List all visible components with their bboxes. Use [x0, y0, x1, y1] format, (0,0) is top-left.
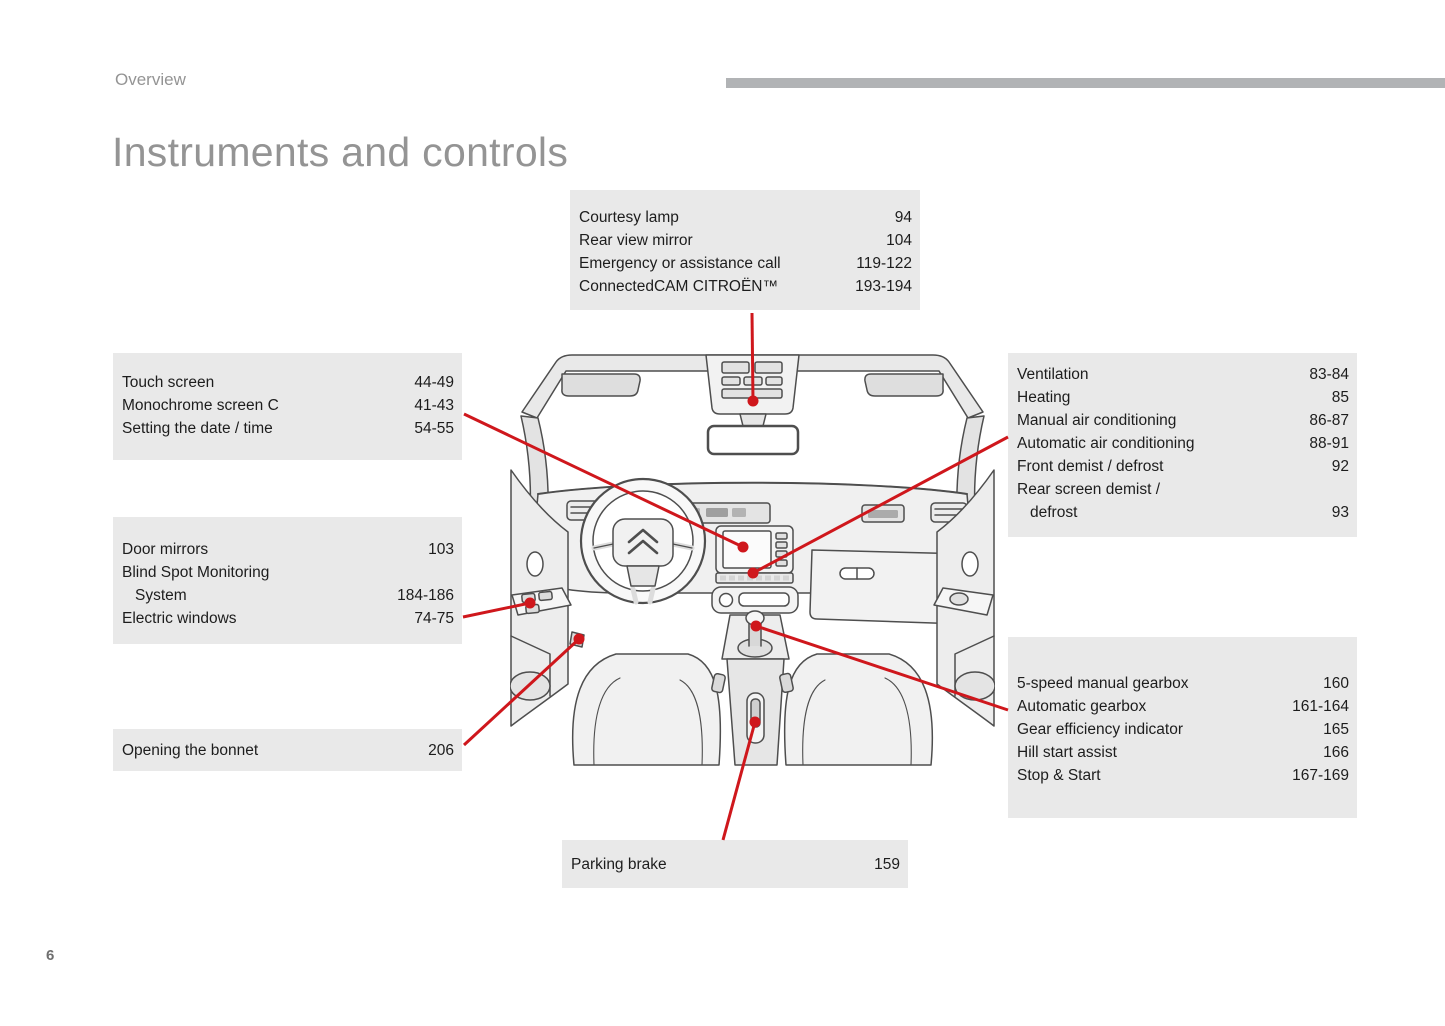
callout-label: Monochrome screen C [122, 397, 279, 414]
callout-rows [122, 739, 454, 762]
dashboard-illustration [510, 352, 995, 767]
callout-pages: 206 [428, 742, 454, 759]
callout-row [1017, 672, 1349, 695]
callout-pages: 104 [886, 232, 912, 249]
callout-label: Courtesy lamp [579, 209, 679, 226]
callout-pages: 93 [1331, 504, 1349, 521]
callout-label: Manual air conditioning [1017, 412, 1177, 429]
callout-rows [571, 853, 900, 876]
callout-row [122, 371, 454, 394]
callout-row [579, 275, 912, 298]
callout-pages: 85 [1331, 389, 1349, 406]
overhead-console [706, 355, 799, 426]
page-title: Instruments and controls [112, 129, 569, 175]
callout-row [1017, 386, 1349, 409]
callout-pages: 193-194 [855, 278, 912, 295]
callout-label: 5-speed manual gearbox [1017, 675, 1189, 692]
callout-pages: 184-186 [397, 587, 454, 604]
callout-row [1017, 695, 1349, 718]
callout-row [1017, 363, 1349, 386]
callout-pages: 74-75 [414, 610, 454, 627]
sun-visor-right [865, 374, 943, 396]
callout-gearbox [1008, 637, 1357, 818]
callout-overhead-console [570, 190, 920, 310]
callout-row [122, 417, 454, 440]
header-bar [726, 78, 1445, 88]
gear-lever [722, 611, 789, 659]
callout-row [1017, 741, 1349, 764]
callout-row [1017, 432, 1349, 455]
callout-rows [1017, 363, 1349, 524]
callout-label: ConnectedCAM CITROËN™ [579, 278, 778, 295]
callout-label: Ventilation [1017, 366, 1089, 383]
callout-label: Touch screen [122, 374, 215, 391]
callout-pages: 160 [1323, 675, 1349, 692]
callout-pages: 88-91 [1309, 435, 1349, 452]
section-eyebrow: Overview [115, 70, 186, 89]
callout-row [579, 229, 912, 252]
callout-row [122, 538, 454, 561]
callout-label: Rear view mirror [579, 232, 693, 249]
callout-label: Stop & Start [1017, 767, 1101, 784]
parking-brake [727, 659, 784, 765]
callout-label: Automatic air conditioning [1017, 435, 1195, 452]
callout-row [122, 584, 454, 607]
callout-pages: 159 [874, 856, 900, 873]
callout-label: Rear screen demist / [1017, 481, 1160, 498]
callout-label: System [135, 587, 187, 604]
callout-label: Door mirrors [122, 541, 209, 558]
callout-pages: 166 [1323, 744, 1349, 761]
callout-label: Front demist / defrost [1017, 458, 1164, 475]
steering-wheel [581, 479, 705, 603]
callout-pages: 86-87 [1309, 412, 1349, 429]
climate-controls [712, 587, 798, 613]
callout-row [122, 561, 454, 584]
callout-pages: 165 [1323, 721, 1349, 738]
callout-label: Setting the date / time [122, 420, 273, 437]
callout-row [579, 206, 912, 229]
callout-rows [122, 538, 454, 630]
callout-pages: 119-122 [856, 255, 912, 272]
callout-row [1017, 501, 1349, 524]
callout-pages: 41-43 [414, 397, 454, 414]
callout-label: Heating [1017, 389, 1071, 406]
callout-pages: 103 [428, 541, 454, 558]
callout-parking-brake [562, 840, 908, 888]
callout-label: Parking brake [571, 856, 667, 873]
touch-screen [716, 526, 793, 573]
callout-row [571, 853, 900, 876]
callout-label: defrost [1030, 504, 1078, 521]
callout-label: Hill start assist [1017, 744, 1117, 761]
callout-row [122, 607, 454, 630]
centre-vent-strip [716, 573, 793, 583]
callout-row [1017, 764, 1349, 787]
sun-visor-left [562, 374, 640, 396]
callout-climate [1008, 353, 1357, 537]
callout-label: Automatic gearbox [1017, 698, 1147, 715]
callout-doors [113, 517, 462, 644]
callout-label: Emergency or assistance call [579, 255, 781, 272]
callout-label: Blind Spot Monitoring [122, 564, 270, 581]
bonnet-release [570, 632, 584, 647]
callout-pages: 54-55 [414, 420, 454, 437]
callout-pages: 167-169 [1292, 767, 1349, 784]
page-number: 6 [46, 947, 55, 964]
callout-bonnet [113, 729, 462, 771]
callout-row [1017, 455, 1349, 478]
callout-label: Opening the bonnet [122, 742, 259, 759]
callout-rows [579, 206, 912, 298]
callout-row [122, 394, 454, 417]
callout-rows [122, 371, 454, 440]
callout-row [1017, 718, 1349, 741]
callout-row [122, 739, 454, 762]
callout-pages: 94 [894, 209, 912, 226]
callout-pages: 92 [1331, 458, 1349, 475]
callout-rows [1017, 672, 1349, 787]
callout-row [1017, 478, 1349, 501]
callout-screens [113, 353, 462, 460]
callout-pages: 161-164 [1292, 698, 1349, 715]
callout-row [1017, 409, 1349, 432]
callout-pages: 83-84 [1309, 366, 1349, 383]
callout-row [579, 252, 912, 275]
callout-label: Gear efficiency indicator [1017, 721, 1183, 738]
callout-label: Electric windows [122, 610, 237, 627]
callout-pages: 44-49 [414, 374, 454, 391]
rearview-mirror [708, 426, 798, 454]
